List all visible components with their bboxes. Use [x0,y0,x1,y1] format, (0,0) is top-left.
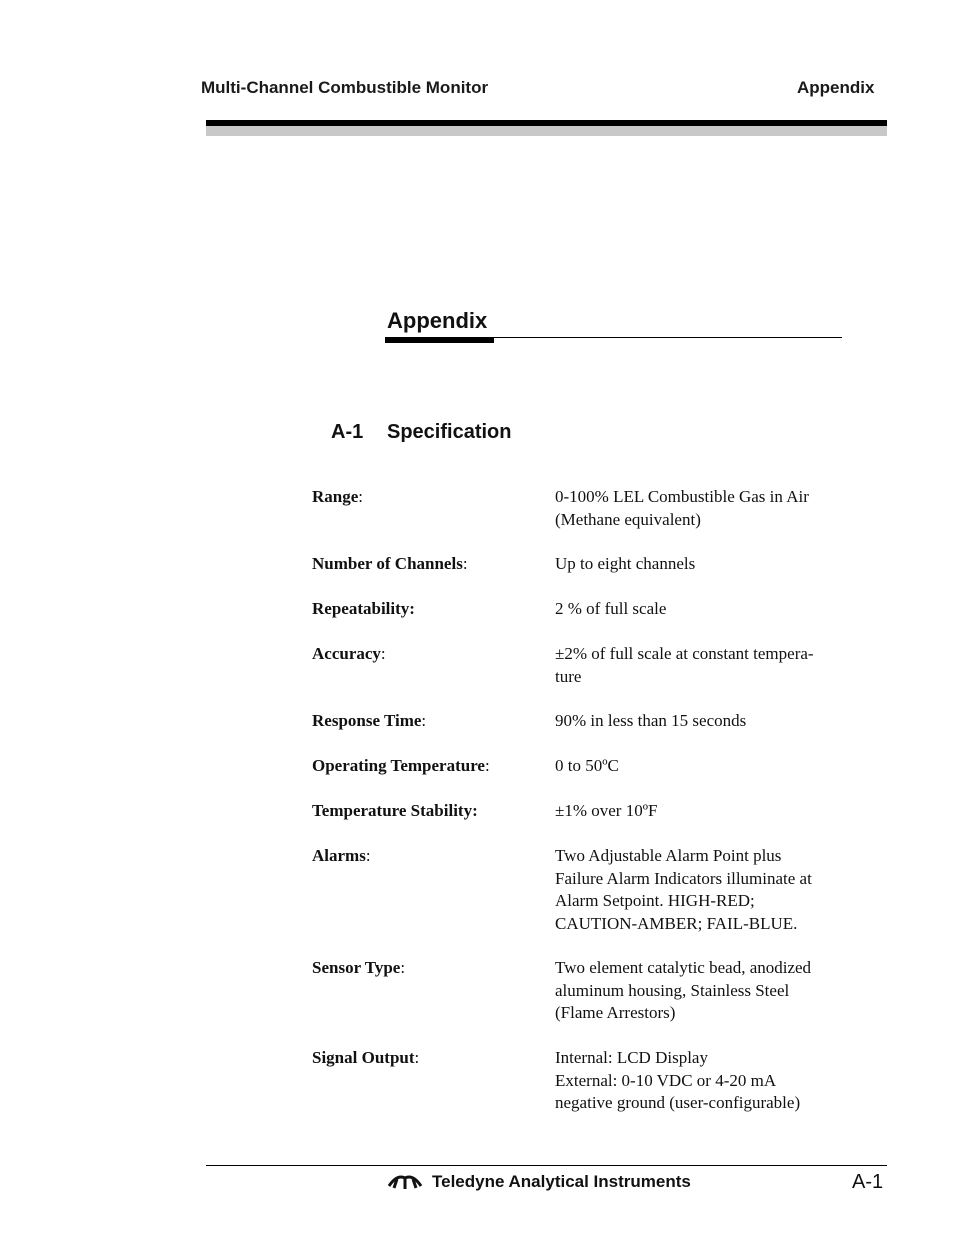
subsection-number: A-1 [331,421,364,443]
spec-label-text: Operating Temperature [312,756,485,775]
spec-value [555,710,845,733]
subsection-title: Specification [387,421,512,443]
spec-label [312,643,386,666]
section-title: Appendix [387,308,488,333]
spec-value [555,845,845,935]
spec-label-text: Response Time [312,711,422,730]
spec-value-line: (Methane equivalent) [555,509,701,529]
spec-label-text: Repeatability: [312,599,415,618]
spec-label [312,957,405,980]
spec-value-line: Failure Alarm Indicators illuminate at [555,868,812,888]
running-header-section: Appendix [797,78,875,97]
spec-label-separator: : [462,554,468,573]
spec-value [555,643,845,688]
spec-label-text: Alarms [312,846,366,865]
footer-company: Teledyne Analytical Instruments [432,1172,691,1191]
spec-label [312,553,468,576]
spec-label-text: Range [312,487,359,506]
spec-label-separator: : [414,1048,420,1067]
spec-value-line: 0-100% LEL Combustible Gas in Air [555,487,809,506]
spec-value [555,755,845,778]
spec-value-line: negative ground (user-configurable) [555,1093,801,1112]
spec-label-text: Sensor Type [312,958,401,977]
spec-value-line: 90% in less than 15 seconds [555,711,747,730]
spec-value-line: ±2% of full scale at constant tempera- [555,644,814,663]
spec-label-separator: : [484,756,490,775]
spec-label [312,1047,419,1070]
spec-value-line: 0 to 50ºC [555,756,619,775]
spec-value [555,957,845,1025]
spec-label [312,710,426,733]
teledyne-logo-icon [387,1174,423,1190]
spec-label-text: Number of Channels [312,554,463,573]
spec-value-line: Alarm Setpoint. HIGH-RED; [555,891,755,910]
spec-value-line: ±1% over 10ºF [555,801,658,820]
spec-value-line: aluminum housing, Stainless Steel [555,980,790,1000]
spec-value-line: (Flame Arrestors) [555,1003,676,1022]
section-rule-thick [385,337,494,343]
spec-label-text: Accuracy [312,644,381,663]
spec-value-line: ture [555,666,582,686]
spec-value [555,553,845,576]
spec-label-separator: : [400,958,406,977]
section-rule-thin [494,337,842,338]
spec-value [555,486,845,531]
spec-value-line: Up to eight channels [555,554,696,573]
spec-label-separator: : [358,487,364,506]
spec-value-line: Internal: LCD Display [555,1048,708,1067]
spec-label-separator: : [421,711,427,730]
header-rule-gray [206,126,887,136]
spec-label [312,486,363,509]
spec-label-text: Temperature Stability: [312,801,478,820]
spec-value-line: External: 0-10 VDC or 4-20 mA [555,1070,777,1090]
spec-label [312,598,415,621]
spec-label [312,845,371,868]
spec-value [555,1047,845,1115]
footer-rule [206,1165,887,1166]
spec-value-line: 2 % of full scale [555,599,667,618]
spec-label-separator: : [380,644,386,663]
spec-value-line: Two element catalytic bead, anodized [555,958,812,977]
spec-value [555,800,845,823]
spec-label [312,755,490,778]
spec-label-text: Signal Output [312,1048,415,1067]
spec-label [312,800,478,823]
spec-value-line: Two Adjustable Alarm Point plus [555,846,782,865]
running-header-title: Multi-Channel Combustible Monitor [201,78,489,97]
spec-value-line: CAUTION-AMBER; FAIL-BLUE. [555,913,798,933]
page-number: A-1 [852,1171,884,1193]
spec-value [555,598,845,621]
spec-label-separator: : [365,846,371,865]
